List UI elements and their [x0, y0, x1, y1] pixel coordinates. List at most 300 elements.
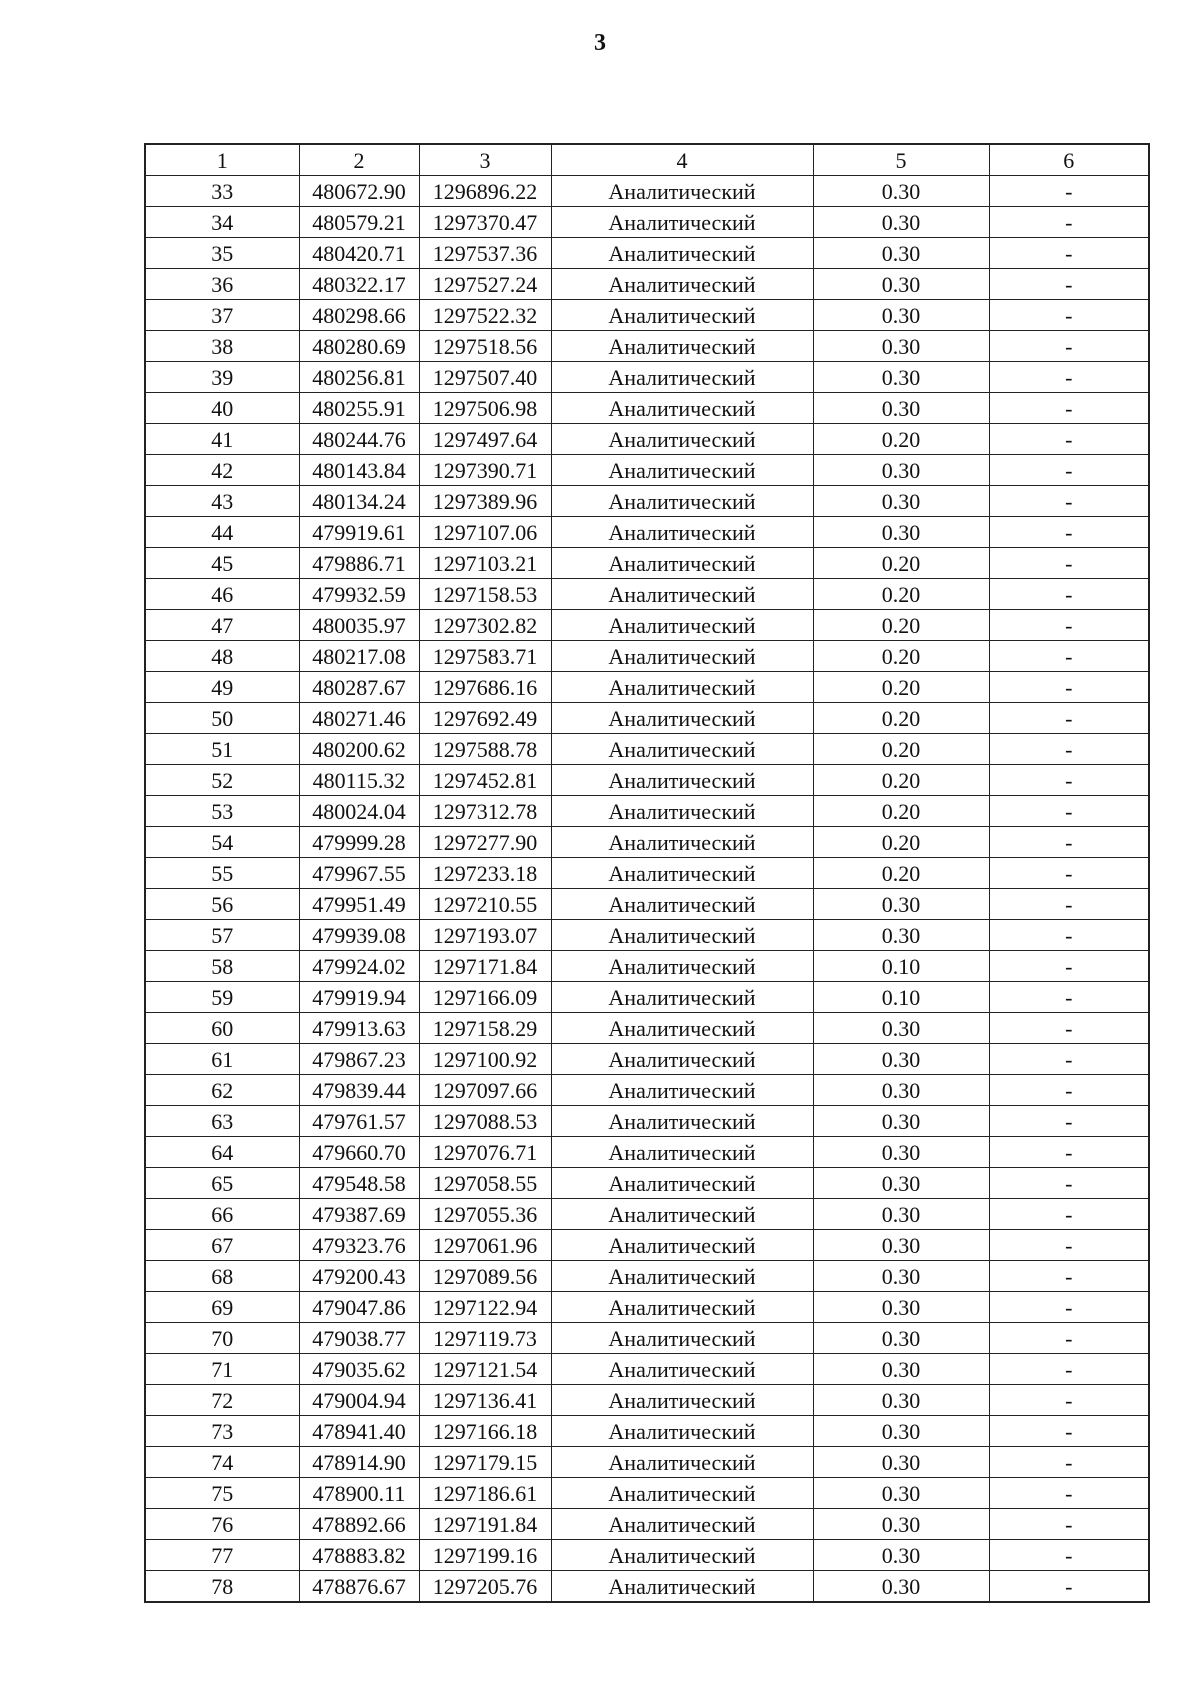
- coord-x-cell: 479387.69: [299, 1199, 419, 1230]
- table-row: [145, 1447, 1149, 1478]
- table-row: [145, 424, 1149, 455]
- coord-x-cell: 480115.32: [299, 765, 419, 796]
- remark-cell: -: [989, 486, 1149, 517]
- coord-y-cell: 1297205.76: [419, 1571, 551, 1603]
- accuracy-cell: 0.30: [813, 1447, 989, 1478]
- coord-y-cell: 1297199.16: [419, 1540, 551, 1571]
- point-number-cell: 43: [145, 486, 299, 517]
- column-header: 3: [419, 144, 551, 176]
- coord-x-cell: 479924.02: [299, 951, 419, 982]
- point-number-cell: 49: [145, 672, 299, 703]
- coord-y-cell: 1297121.54: [419, 1354, 551, 1385]
- method-cell: Аналитический: [551, 207, 813, 238]
- coord-x-cell: 478941.40: [299, 1416, 419, 1447]
- remark-cell: -: [989, 300, 1149, 331]
- coord-x-cell: 479999.28: [299, 827, 419, 858]
- point-number-cell: 42: [145, 455, 299, 486]
- table-row: [145, 300, 1149, 331]
- remark-cell: -: [989, 765, 1149, 796]
- remark-cell: -: [989, 207, 1149, 238]
- remark-cell: -: [989, 1478, 1149, 1509]
- accuracy-cell: 0.30: [813, 1137, 989, 1168]
- table-row: [145, 362, 1149, 393]
- remark-cell: -: [989, 672, 1149, 703]
- table-row: [145, 641, 1149, 672]
- coord-x-cell: 479200.43: [299, 1261, 419, 1292]
- point-number-cell: 33: [145, 176, 299, 207]
- table-row: [145, 1106, 1149, 1137]
- accuracy-cell: 0.20: [813, 579, 989, 610]
- remark-cell: -: [989, 238, 1149, 269]
- coord-x-cell: 479919.94: [299, 982, 419, 1013]
- method-cell: Аналитический: [551, 1230, 813, 1261]
- point-number-cell: 77: [145, 1540, 299, 1571]
- column-header: 1: [145, 144, 299, 176]
- coord-x-cell: 478900.11: [299, 1478, 419, 1509]
- coord-y-cell: 1297166.09: [419, 982, 551, 1013]
- remark-cell: -: [989, 858, 1149, 889]
- table-row: [145, 455, 1149, 486]
- point-number-cell: 71: [145, 1354, 299, 1385]
- table-row: [145, 1199, 1149, 1230]
- table-row: [145, 1416, 1149, 1447]
- remark-cell: -: [989, 1540, 1149, 1571]
- method-cell: Аналитический: [551, 982, 813, 1013]
- method-cell: Аналитический: [551, 1385, 813, 1416]
- point-number-cell: 56: [145, 889, 299, 920]
- method-cell: Аналитический: [551, 238, 813, 269]
- coord-x-cell: 479660.70: [299, 1137, 419, 1168]
- method-cell: Аналитический: [551, 548, 813, 579]
- method-cell: Аналитический: [551, 1292, 813, 1323]
- coord-x-cell: 480298.66: [299, 300, 419, 331]
- remark-cell: -: [989, 1571, 1149, 1603]
- coord-y-cell: 1297522.32: [419, 300, 551, 331]
- point-number-cell: 60: [145, 1013, 299, 1044]
- method-cell: Аналитический: [551, 1044, 813, 1075]
- method-cell: Аналитический: [551, 176, 813, 207]
- point-number-cell: 70: [145, 1323, 299, 1354]
- coord-y-cell: 1297179.15: [419, 1447, 551, 1478]
- method-cell: Аналитический: [551, 1540, 813, 1571]
- table-row: [145, 1230, 1149, 1261]
- coord-y-cell: 1297061.96: [419, 1230, 551, 1261]
- accuracy-cell: 0.20: [813, 424, 989, 455]
- point-number-cell: 67: [145, 1230, 299, 1261]
- coord-y-cell: 1297107.06: [419, 517, 551, 548]
- point-number-cell: 34: [145, 207, 299, 238]
- method-cell: Аналитический: [551, 889, 813, 920]
- accuracy-cell: 0.20: [813, 548, 989, 579]
- coord-x-cell: 480256.81: [299, 362, 419, 393]
- coord-x-cell: 478892.66: [299, 1509, 419, 1540]
- table-row: [145, 1323, 1149, 1354]
- coord-y-cell: 1297088.53: [419, 1106, 551, 1137]
- remark-cell: -: [989, 1354, 1149, 1385]
- accuracy-cell: 0.20: [813, 765, 989, 796]
- coord-y-cell: 1297452.81: [419, 765, 551, 796]
- table-row: [145, 269, 1149, 300]
- remark-cell: -: [989, 1261, 1149, 1292]
- accuracy-cell: 0.30: [813, 362, 989, 393]
- accuracy-cell: 0.20: [813, 610, 989, 641]
- coord-x-cell: 480280.69: [299, 331, 419, 362]
- coord-x-cell: 478876.67: [299, 1571, 419, 1603]
- coord-y-cell: 1297158.29: [419, 1013, 551, 1044]
- remark-cell: -: [989, 1230, 1149, 1261]
- point-number-cell: 58: [145, 951, 299, 982]
- coord-y-cell: 1297097.66: [419, 1075, 551, 1106]
- remark-cell: -: [989, 424, 1149, 455]
- remark-cell: -: [989, 1044, 1149, 1075]
- remark-cell: -: [989, 641, 1149, 672]
- remark-cell: -: [989, 517, 1149, 548]
- accuracy-cell: 0.20: [813, 641, 989, 672]
- table-row: [145, 1571, 1149, 1603]
- table-row: [145, 982, 1149, 1013]
- accuracy-cell: 0.20: [813, 672, 989, 703]
- table-row: [145, 734, 1149, 765]
- coord-x-cell: 480035.97: [299, 610, 419, 641]
- coord-x-cell: 479919.61: [299, 517, 419, 548]
- point-number-cell: 61: [145, 1044, 299, 1075]
- remark-cell: -: [989, 1292, 1149, 1323]
- table-row: [145, 672, 1149, 703]
- table-row: [145, 1137, 1149, 1168]
- method-cell: Аналитический: [551, 362, 813, 393]
- coord-x-cell: 480287.67: [299, 672, 419, 703]
- table-row: [145, 579, 1149, 610]
- page-number: 3: [594, 30, 606, 56]
- table-row: [145, 176, 1149, 207]
- method-cell: Аналитический: [551, 486, 813, 517]
- point-number-cell: 68: [145, 1261, 299, 1292]
- point-number-cell: 38: [145, 331, 299, 362]
- point-number-cell: 53: [145, 796, 299, 827]
- coord-y-cell: 1297210.55: [419, 889, 551, 920]
- coord-y-cell: 1297103.21: [419, 548, 551, 579]
- column-header: 2: [299, 144, 419, 176]
- coord-y-cell: 1297527.24: [419, 269, 551, 300]
- coord-x-cell: 479867.23: [299, 1044, 419, 1075]
- coord-y-cell: 1297186.61: [419, 1478, 551, 1509]
- column-header: 6: [989, 144, 1149, 176]
- remark-cell: -: [989, 796, 1149, 827]
- method-cell: Аналитический: [551, 424, 813, 455]
- point-number-cell: 74: [145, 1447, 299, 1478]
- remark-cell: -: [989, 362, 1149, 393]
- coord-x-cell: 480143.84: [299, 455, 419, 486]
- method-cell: Аналитический: [551, 517, 813, 548]
- method-cell: Аналитический: [551, 610, 813, 641]
- point-number-cell: 54: [145, 827, 299, 858]
- coord-y-cell: 1297686.16: [419, 672, 551, 703]
- table-row: [145, 1044, 1149, 1075]
- table-row: [145, 548, 1149, 579]
- accuracy-cell: 0.20: [813, 703, 989, 734]
- accuracy-cell: 0.30: [813, 331, 989, 362]
- table-row: [145, 858, 1149, 889]
- accuracy-cell: 0.30: [813, 1013, 989, 1044]
- coord-x-cell: 479004.94: [299, 1385, 419, 1416]
- point-number-cell: 63: [145, 1106, 299, 1137]
- remark-cell: -: [989, 455, 1149, 486]
- table-row: [145, 331, 1149, 362]
- accuracy-cell: 0.30: [813, 1044, 989, 1075]
- accuracy-cell: 0.20: [813, 796, 989, 827]
- method-cell: Аналитический: [551, 734, 813, 765]
- table-row: [145, 207, 1149, 238]
- method-cell: Аналитический: [551, 920, 813, 951]
- coord-y-cell: 1297518.56: [419, 331, 551, 362]
- accuracy-cell: 0.10: [813, 982, 989, 1013]
- accuracy-cell: 0.30: [813, 1106, 989, 1137]
- table-row: [145, 1013, 1149, 1044]
- accuracy-cell: 0.30: [813, 1478, 989, 1509]
- accuracy-cell: 0.30: [813, 1385, 989, 1416]
- coord-y-cell: 1297100.92: [419, 1044, 551, 1075]
- accuracy-cell: 0.30: [813, 393, 989, 424]
- accuracy-cell: 0.30: [813, 1571, 989, 1603]
- coord-x-cell: 480244.76: [299, 424, 419, 455]
- table-row: [145, 765, 1149, 796]
- remark-cell: -: [989, 1447, 1149, 1478]
- coord-y-cell: 1297312.78: [419, 796, 551, 827]
- remark-cell: -: [989, 734, 1149, 765]
- coord-x-cell: 480420.71: [299, 238, 419, 269]
- accuracy-cell: 0.30: [813, 1509, 989, 1540]
- accuracy-cell: 0.30: [813, 269, 989, 300]
- coord-x-cell: 480672.90: [299, 176, 419, 207]
- coord-y-cell: 1297089.56: [419, 1261, 551, 1292]
- point-number-cell: 75: [145, 1478, 299, 1509]
- accuracy-cell: 0.30: [813, 207, 989, 238]
- coord-x-cell: 480217.08: [299, 641, 419, 672]
- coordinates-table: [144, 143, 1150, 1603]
- remark-cell: -: [989, 269, 1149, 300]
- coord-y-cell: 1297058.55: [419, 1168, 551, 1199]
- coord-y-cell: 1297497.64: [419, 424, 551, 455]
- coord-x-cell: 478883.82: [299, 1540, 419, 1571]
- method-cell: Аналитический: [551, 1106, 813, 1137]
- point-number-cell: 64: [145, 1137, 299, 1168]
- method-cell: Аналитический: [551, 827, 813, 858]
- method-cell: Аналитический: [551, 1509, 813, 1540]
- method-cell: Аналитический: [551, 1013, 813, 1044]
- method-cell: Аналитический: [551, 641, 813, 672]
- point-number-cell: 78: [145, 1571, 299, 1603]
- remark-cell: -: [989, 548, 1149, 579]
- accuracy-cell: 0.30: [813, 920, 989, 951]
- coord-x-cell: 480024.04: [299, 796, 419, 827]
- table-row: [145, 889, 1149, 920]
- table-row: [145, 1261, 1149, 1292]
- table-row: [145, 1385, 1149, 1416]
- coord-y-cell: 1297583.71: [419, 641, 551, 672]
- coord-x-cell: 479323.76: [299, 1230, 419, 1261]
- accuracy-cell: 0.30: [813, 1540, 989, 1571]
- coord-x-cell: 480200.62: [299, 734, 419, 765]
- accuracy-cell: 0.30: [813, 1261, 989, 1292]
- accuracy-cell: 0.20: [813, 734, 989, 765]
- accuracy-cell: 0.30: [813, 1354, 989, 1385]
- method-cell: Аналитический: [551, 1416, 813, 1447]
- accuracy-cell: 0.30: [813, 1292, 989, 1323]
- method-cell: Аналитический: [551, 393, 813, 424]
- remark-cell: -: [989, 1137, 1149, 1168]
- point-number-cell: 51: [145, 734, 299, 765]
- point-number-cell: 76: [145, 1509, 299, 1540]
- accuracy-cell: 0.30: [813, 238, 989, 269]
- method-cell: Аналитический: [551, 1354, 813, 1385]
- coord-x-cell: 480134.24: [299, 486, 419, 517]
- point-number-cell: 65: [145, 1168, 299, 1199]
- point-number-cell: 39: [145, 362, 299, 393]
- coord-x-cell: 480255.91: [299, 393, 419, 424]
- coord-y-cell: 1297055.36: [419, 1199, 551, 1230]
- accuracy-cell: 0.30: [813, 1168, 989, 1199]
- coord-x-cell: 479047.86: [299, 1292, 419, 1323]
- table-row: [145, 1509, 1149, 1540]
- table-row: [145, 393, 1149, 424]
- table-row: [145, 1075, 1149, 1106]
- coord-x-cell: 479939.08: [299, 920, 419, 951]
- coord-x-cell: 480271.46: [299, 703, 419, 734]
- coord-x-cell: 479913.63: [299, 1013, 419, 1044]
- method-cell: Аналитический: [551, 269, 813, 300]
- coord-x-cell: 479038.77: [299, 1323, 419, 1354]
- method-cell: Аналитический: [551, 672, 813, 703]
- coord-y-cell: 1297171.84: [419, 951, 551, 982]
- table-row: [145, 796, 1149, 827]
- point-number-cell: 47: [145, 610, 299, 641]
- accuracy-cell: 0.30: [813, 1075, 989, 1106]
- remark-cell: -: [989, 579, 1149, 610]
- coord-x-cell: 479932.59: [299, 579, 419, 610]
- coord-x-cell: 479548.58: [299, 1168, 419, 1199]
- remark-cell: -: [989, 1416, 1149, 1447]
- method-cell: Аналитический: [551, 455, 813, 486]
- table-row: [145, 1292, 1149, 1323]
- remark-cell: -: [989, 1168, 1149, 1199]
- remark-cell: -: [989, 1075, 1149, 1106]
- coord-y-cell: 1297122.94: [419, 1292, 551, 1323]
- remark-cell: -: [989, 176, 1149, 207]
- point-number-cell: 44: [145, 517, 299, 548]
- table-row: [145, 1478, 1149, 1509]
- accuracy-cell: 0.10: [813, 951, 989, 982]
- coord-y-cell: 1296896.22: [419, 176, 551, 207]
- point-number-cell: 50: [145, 703, 299, 734]
- remark-cell: -: [989, 610, 1149, 641]
- method-cell: Аналитический: [551, 765, 813, 796]
- point-number-cell: 40: [145, 393, 299, 424]
- coord-y-cell: 1297389.96: [419, 486, 551, 517]
- point-number-cell: 62: [145, 1075, 299, 1106]
- table-row: [145, 486, 1149, 517]
- coord-x-cell: 479035.62: [299, 1354, 419, 1385]
- coord-y-cell: 1297507.40: [419, 362, 551, 393]
- coord-y-cell: 1297136.41: [419, 1385, 551, 1416]
- remark-cell: -: [989, 1013, 1149, 1044]
- coord-y-cell: 1297302.82: [419, 610, 551, 641]
- coord-y-cell: 1297277.90: [419, 827, 551, 858]
- table-row: [145, 1354, 1149, 1385]
- coord-y-cell: 1297692.49: [419, 703, 551, 734]
- method-cell: Аналитический: [551, 796, 813, 827]
- point-number-cell: 52: [145, 765, 299, 796]
- coord-y-cell: 1297588.78: [419, 734, 551, 765]
- coord-y-cell: 1297233.18: [419, 858, 551, 889]
- method-cell: Аналитический: [551, 951, 813, 982]
- method-cell: Аналитический: [551, 1571, 813, 1603]
- point-number-cell: 66: [145, 1199, 299, 1230]
- table-row: [145, 238, 1149, 269]
- accuracy-cell: 0.30: [813, 1199, 989, 1230]
- method-cell: Аналитический: [551, 858, 813, 889]
- accuracy-cell: 0.30: [813, 889, 989, 920]
- coord-x-cell: 479951.49: [299, 889, 419, 920]
- accuracy-cell: 0.30: [813, 517, 989, 548]
- column-header: 4: [551, 144, 813, 176]
- coord-x-cell: 480579.21: [299, 207, 419, 238]
- accuracy-cell: 0.30: [813, 176, 989, 207]
- table-row: [145, 610, 1149, 641]
- method-cell: Аналитический: [551, 579, 813, 610]
- coord-y-cell: 1297076.71: [419, 1137, 551, 1168]
- remark-cell: -: [989, 1199, 1149, 1230]
- method-cell: Аналитический: [551, 1323, 813, 1354]
- coord-y-cell: 1297119.73: [419, 1323, 551, 1354]
- accuracy-cell: 0.30: [813, 1230, 989, 1261]
- method-cell: Аналитический: [551, 300, 813, 331]
- header-row: [145, 144, 1149, 176]
- accuracy-cell: 0.20: [813, 858, 989, 889]
- point-number-cell: 41: [145, 424, 299, 455]
- remark-cell: -: [989, 827, 1149, 858]
- remark-cell: -: [989, 703, 1149, 734]
- table-body: [145, 176, 1149, 1603]
- remark-cell: -: [989, 331, 1149, 362]
- point-number-cell: 55: [145, 858, 299, 889]
- remark-cell: -: [989, 1106, 1149, 1137]
- remark-cell: -: [989, 889, 1149, 920]
- coord-y-cell: 1297158.53: [419, 579, 551, 610]
- method-cell: Аналитический: [551, 1447, 813, 1478]
- table-row: [145, 703, 1149, 734]
- coord-x-cell: 480322.17: [299, 269, 419, 300]
- method-cell: Аналитический: [551, 1075, 813, 1106]
- coord-x-cell: 479967.55: [299, 858, 419, 889]
- accuracy-cell: 0.30: [813, 455, 989, 486]
- coord-y-cell: 1297390.71: [419, 455, 551, 486]
- point-number-cell: 45: [145, 548, 299, 579]
- remark-cell: -: [989, 951, 1149, 982]
- accuracy-cell: 0.30: [813, 1416, 989, 1447]
- table-row: [145, 1540, 1149, 1571]
- remark-cell: -: [989, 1509, 1149, 1540]
- point-number-cell: 46: [145, 579, 299, 610]
- method-cell: Аналитический: [551, 1168, 813, 1199]
- coord-x-cell: 478914.90: [299, 1447, 419, 1478]
- point-number-cell: 57: [145, 920, 299, 951]
- point-number-cell: 48: [145, 641, 299, 672]
- table-row: [145, 517, 1149, 548]
- table-row: [145, 951, 1149, 982]
- point-number-cell: 72: [145, 1385, 299, 1416]
- method-cell: Аналитический: [551, 331, 813, 362]
- remark-cell: -: [989, 982, 1149, 1013]
